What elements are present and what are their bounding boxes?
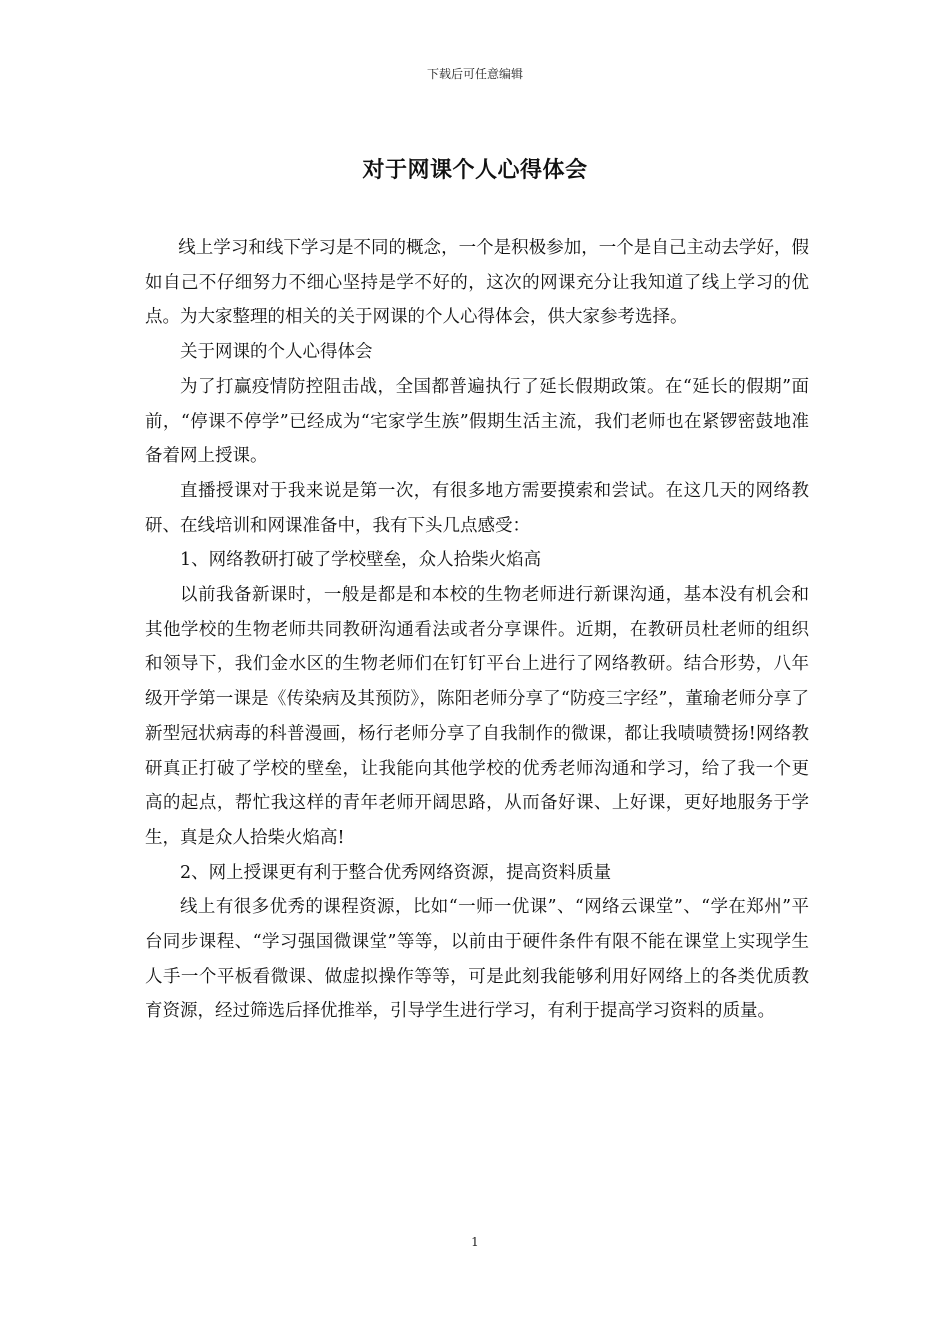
document-title: 对于网课个人心得体会 (362, 157, 588, 183)
page-number: 1 (471, 1235, 479, 1249)
body-paragraph: 线上有很多优秀的课程资源，比如“一师一优课”、“网络云课堂”、“学在郑州”平台同步课程、“学习强国微课堂”等等，以前由于硬件条件有限不能在课堂上实现学生人手一个平板看微课、做虚拟操作等等，可是此刻我能够利用好网络上的各类优质教育资源，经过筛选后择优推举，引导学生进行学习，有利于提高学习资料的质量。 (145, 897, 809, 1022)
body-paragraph: 直播授课对于我来说是第一次，有很多地方需要摸索和尝试。在这几天的网络教研、在线培训和网课准备中，我有下头几点感受： (145, 480, 809, 536)
intro-paragraph: 线上学习和线下学习是不同的概念，一个是积极参加，一个是自己主动去学好，假如自己不仔细努力不细心坚持是学不好的，这次的网课充分让我知道了线上学习的优点。为大家整理的相关的关于网课的个人心得体会，供大家参考选择。 (145, 238, 809, 328)
body-paragraph: 以前我备新课时，一般是都是和本校的生物老师进行新课沟通，基本没有机会和其他学校的生物老师共同教研沟通看法或者分享课件。近期，在教研员杜老师的组织和领导下，我们金水区的生物老师们在钉钉平台上进行了网络教研。结合形势，八年级开学第一课是《传染病及其预防》，陈阳老师分享了“防疫三字经”，董瑜老师分享了新型冠状病毒的科普漫画，杨行老师分享了自我制作的微课，都让我啧啧赞扬!网络教研真正打破了学校的壁垒，让我能向其他学校的优秀老师沟通和学习，给了我一个更高的起点，帮忙我这样的青年老师开阔思路，从而备好课、上好课，更好地服务于学生，真是众人拾柴火焰高! (145, 585, 809, 848)
section-heading: 关于网课的个人心得体会 (180, 342, 373, 363)
point-heading-1: 1、网络教研打破了学校壁垒，众人拾柴火焰高 (180, 550, 542, 571)
document-body (145, 231, 809, 1029)
body-paragraph: 为了打赢疫情防控阻击战，全国都普遍执行了延长假期政策。在“延长的假期”面前，“停课不停学”已经成为“宅家学生族”假期生活主流，我们老师也在紧锣密鼓地准备着网上授课。 (145, 376, 809, 467)
page-header: 下载后可任意编辑 (426, 67, 523, 81)
point-heading-2: 2、网上授课更有利于整合优秀网络资源，提高资料质量 (180, 862, 612, 883)
